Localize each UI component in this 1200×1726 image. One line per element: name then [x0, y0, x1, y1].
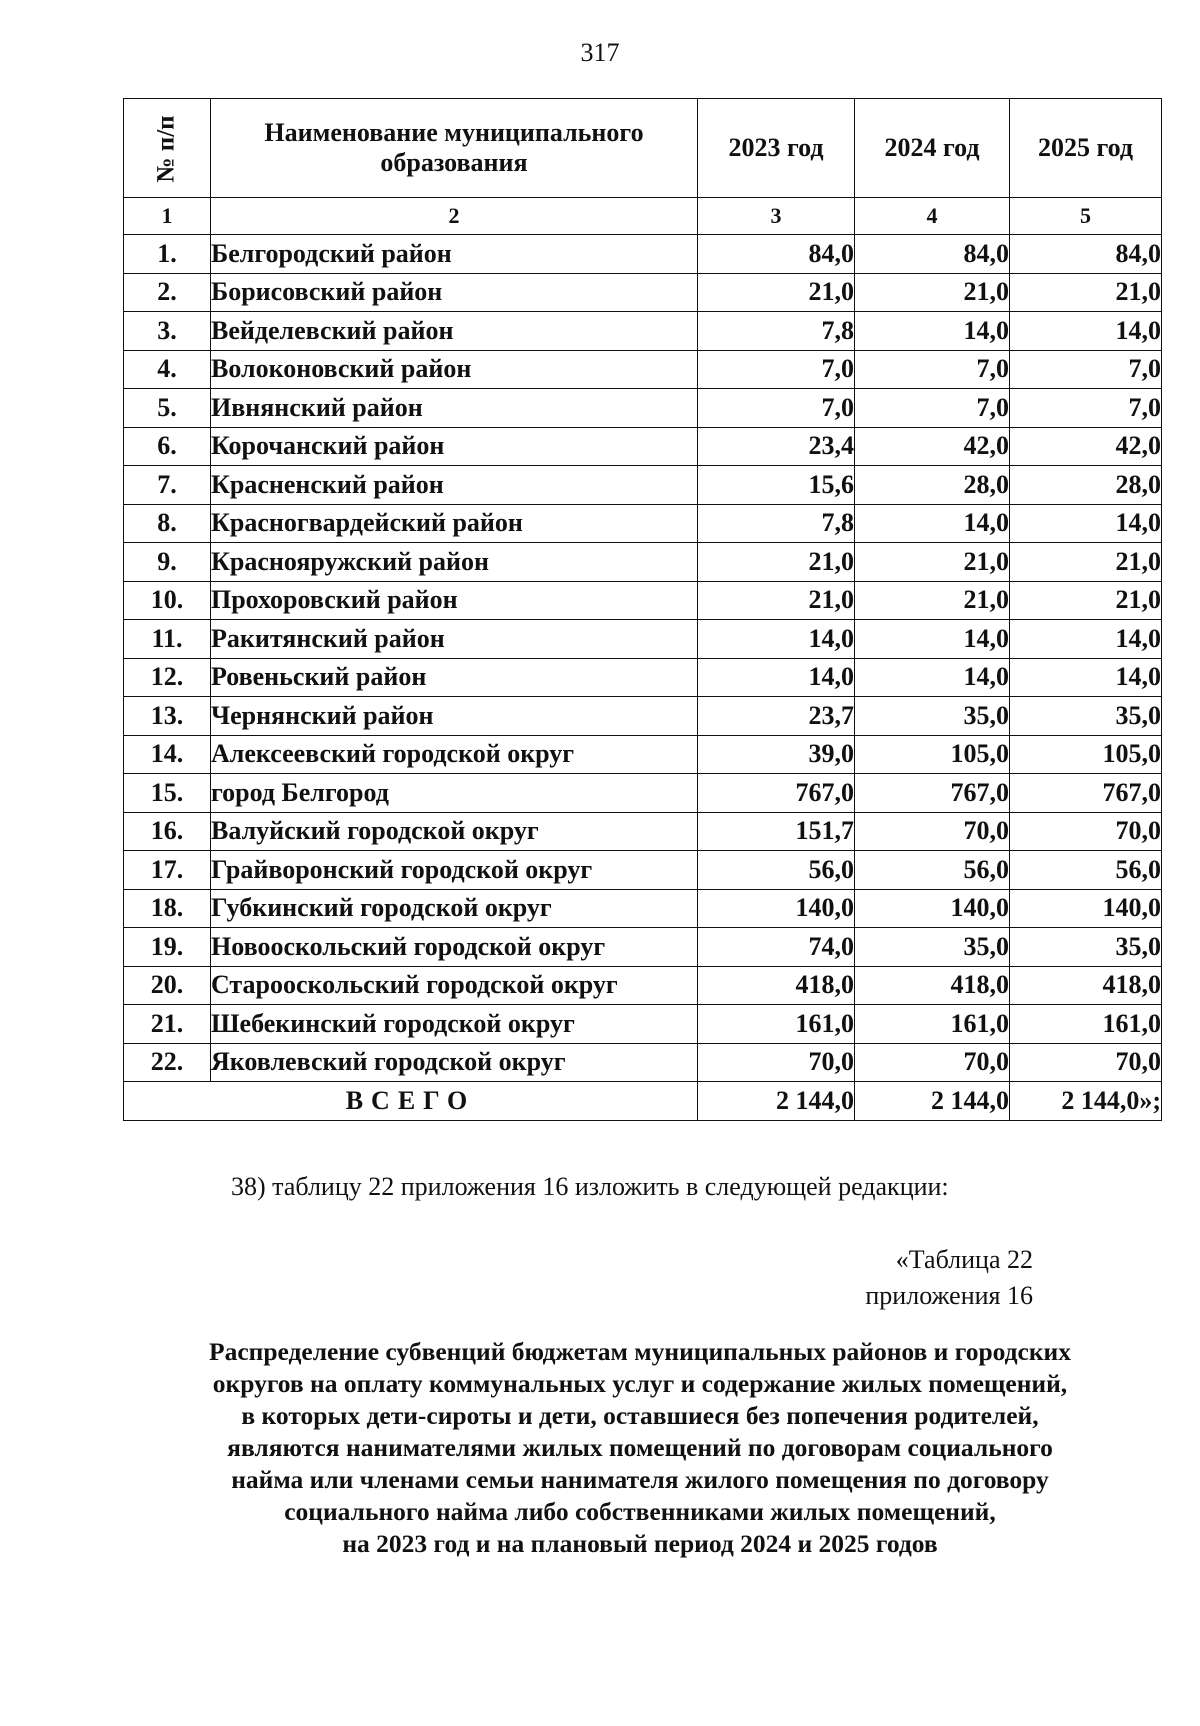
row-number: 22.: [124, 1043, 211, 1082]
row-value-2024: 84,0: [855, 235, 1010, 274]
heading-line: в которых дети-сироты и дети, оставшиеся без попечения родителей,: [241, 1401, 1039, 1430]
table-row: [124, 1043, 1162, 1082]
table-row: [124, 889, 1162, 928]
table-row: [124, 928, 1162, 967]
table-reference-line2: приложения 16: [865, 1281, 1033, 1310]
row-value-2024: 14,0: [855, 312, 1010, 351]
row-value-2023: 418,0: [698, 966, 855, 1005]
row-name: Губкинский городской округ: [211, 889, 698, 928]
row-name: Вейделевский район: [211, 312, 698, 351]
total-2025: 2 144,0»;: [1010, 1082, 1162, 1121]
row-value-2024: 105,0: [855, 735, 1010, 774]
row-number: 5.: [124, 389, 211, 428]
total-2024: 2 144,0: [855, 1082, 1010, 1121]
table-heading: [140, 1336, 1140, 1560]
row-value-2023: 23,7: [698, 697, 855, 736]
row-value-2025: 70,0: [1010, 812, 1162, 851]
row-value-2024: 56,0: [855, 851, 1010, 890]
row-value-2025: 14,0: [1010, 620, 1162, 659]
row-value-2023: 140,0: [698, 889, 855, 928]
row-value-2023: 7,8: [698, 504, 855, 543]
total-2023: 2 144,0: [698, 1082, 855, 1121]
header-name: Наименование муниципального образования: [211, 99, 698, 198]
table-reference: [840, 1242, 1033, 1314]
heading-line: округов на оплату коммунальных услуг и содержание жилых помещений,: [212, 1369, 1068, 1398]
column-number: 4: [855, 198, 1010, 235]
row-number: 2.: [124, 273, 211, 312]
row-value-2024: 14,0: [855, 658, 1010, 697]
row-number: 7.: [124, 466, 211, 505]
subsidy-table: [123, 98, 1162, 1121]
row-value-2023: 7,0: [698, 350, 855, 389]
table-row: [124, 735, 1162, 774]
row-number: 6.: [124, 427, 211, 466]
table-row: [124, 620, 1162, 659]
row-name: Грайворонский городской округ: [211, 851, 698, 890]
row-value-2024: 140,0: [855, 889, 1010, 928]
row-value-2024: 35,0: [855, 697, 1010, 736]
row-value-2023: 21,0: [698, 581, 855, 620]
row-value-2023: 15,6: [698, 466, 855, 505]
row-value-2025: 70,0: [1010, 1043, 1162, 1082]
row-name: Ивнянский район: [211, 389, 698, 428]
row-value-2023: 39,0: [698, 735, 855, 774]
row-name: Новооскольский городской округ: [211, 928, 698, 967]
row-number: 14.: [124, 735, 211, 774]
row-value-2024: 42,0: [855, 427, 1010, 466]
table-row: [124, 543, 1162, 582]
row-number: 21.: [124, 1005, 211, 1044]
header-num: [124, 99, 211, 198]
table-row: [124, 504, 1162, 543]
row-value-2024: 161,0: [855, 1005, 1010, 1044]
table-row: [124, 427, 1162, 466]
table-row: [124, 658, 1162, 697]
row-value-2024: 21,0: [855, 543, 1010, 582]
row-value-2025: 161,0: [1010, 1005, 1162, 1044]
row-name: Валуйский городской округ: [211, 812, 698, 851]
column-number-row: [124, 198, 1162, 235]
row-name: Красненский район: [211, 466, 698, 505]
table-row: [124, 273, 1162, 312]
row-number: 12.: [124, 658, 211, 697]
row-value-2023: 56,0: [698, 851, 855, 890]
row-number: 13.: [124, 697, 211, 736]
row-value-2025: 42,0: [1010, 427, 1162, 466]
table-row: [124, 389, 1162, 428]
table-reference-line1: «Таблица 22: [895, 1245, 1033, 1274]
row-value-2024: 21,0: [855, 581, 1010, 620]
row-value-2023: 151,7: [698, 812, 855, 851]
row-value-2025: 56,0: [1010, 851, 1162, 890]
heading-line: социального найма либо собственниками жилых помещений,: [284, 1497, 996, 1526]
row-name: Красногвардейский район: [211, 504, 698, 543]
instruction-text: 38) таблицу 22 приложения 16 изложить в следующей редакции:: [231, 1172, 949, 1201]
heading-line: на 2023 год и на плановый период 2024 и 2025 годов: [342, 1529, 938, 1558]
row-value-2023: 14,0: [698, 620, 855, 659]
table-row: [124, 581, 1162, 620]
table-body: [124, 235, 1162, 1082]
row-value-2025: 21,0: [1010, 273, 1162, 312]
row-value-2023: 767,0: [698, 774, 855, 813]
row-number: 9.: [124, 543, 211, 582]
column-number: 1: [124, 198, 211, 235]
row-name: Борисовский район: [211, 273, 698, 312]
row-value-2025: 767,0: [1010, 774, 1162, 813]
row-value-2024: 7,0: [855, 389, 1010, 428]
row-value-2025: 7,0: [1010, 350, 1162, 389]
heading-line: найма или членами семьи нанимателя жилого помещения по договору: [231, 1465, 1049, 1494]
table-row: [124, 1005, 1162, 1044]
row-name: Чернянский район: [211, 697, 698, 736]
row-number: 18.: [124, 889, 211, 928]
row-value-2023: 161,0: [698, 1005, 855, 1044]
row-number: 15.: [124, 774, 211, 813]
row-number: 8.: [124, 504, 211, 543]
row-value-2025: 21,0: [1010, 581, 1162, 620]
table-row: [124, 851, 1162, 890]
row-value-2023: 23,4: [698, 427, 855, 466]
header-2024: 2024 год: [855, 99, 1010, 198]
row-value-2025: 21,0: [1010, 543, 1162, 582]
row-value-2025: 140,0: [1010, 889, 1162, 928]
row-value-2025: 35,0: [1010, 697, 1162, 736]
row-value-2023: 74,0: [698, 928, 855, 967]
row-value-2024: 70,0: [855, 1043, 1010, 1082]
row-number: 20.: [124, 966, 211, 1005]
row-value-2025: 7,0: [1010, 389, 1162, 428]
row-value-2025: 35,0: [1010, 928, 1162, 967]
column-number: 5: [1010, 198, 1162, 235]
row-value-2023: 84,0: [698, 235, 855, 274]
row-value-2025: 14,0: [1010, 658, 1162, 697]
page-number: 317: [580, 38, 620, 67]
row-value-2023: 21,0: [698, 273, 855, 312]
row-value-2024: 35,0: [855, 928, 1010, 967]
row-name: Краснояружский район: [211, 543, 698, 582]
row-name: Прохоровский район: [211, 581, 698, 620]
table-row: [124, 350, 1162, 389]
row-value-2025: 28,0: [1010, 466, 1162, 505]
row-value-2025: 105,0: [1010, 735, 1162, 774]
table-row: [124, 235, 1162, 274]
row-value-2024: 767,0: [855, 774, 1010, 813]
row-number: 11.: [124, 620, 211, 659]
table-header-row: [124, 99, 1162, 198]
row-value-2024: 7,0: [855, 350, 1010, 389]
row-value-2025: 418,0: [1010, 966, 1162, 1005]
header-num-label: № п/п: [152, 114, 180, 183]
row-number: 4.: [124, 350, 211, 389]
table-row: [124, 812, 1162, 851]
row-number: 17.: [124, 851, 211, 890]
row-name: Алексеевский городской округ: [211, 735, 698, 774]
row-value-2025: 14,0: [1010, 312, 1162, 351]
table-row: [124, 312, 1162, 351]
row-value-2023: 70,0: [698, 1043, 855, 1082]
total-label: ВСЕГО: [124, 1082, 698, 1121]
row-value-2024: 70,0: [855, 812, 1010, 851]
table-row: [124, 466, 1162, 505]
row-value-2024: 418,0: [855, 966, 1010, 1005]
column-number: 3: [698, 198, 855, 235]
row-name: Белгородский район: [211, 235, 698, 274]
row-name: Старооскольский городской округ: [211, 966, 698, 1005]
row-number: 1.: [124, 235, 211, 274]
header-2023: 2023 год: [698, 99, 855, 198]
row-name: Корочанский район: [211, 427, 698, 466]
row-number: 16.: [124, 812, 211, 851]
row-name: город Белгород: [211, 774, 698, 813]
row-name: Ровеньский район: [211, 658, 698, 697]
row-value-2024: 14,0: [855, 504, 1010, 543]
row-name: Шебекинский городской округ: [211, 1005, 698, 1044]
heading-line: Распределение субвенций бюджетам муниципальных районов и городских: [209, 1337, 1071, 1366]
row-value-2023: 7,8: [698, 312, 855, 351]
row-value-2023: 7,0: [698, 389, 855, 428]
row-value-2025: 84,0: [1010, 235, 1162, 274]
heading-line: являются нанимателями жилых помещений по договорам социального: [227, 1433, 1053, 1462]
table-row: [124, 774, 1162, 813]
row-name: Яковлевский городской округ: [211, 1043, 698, 1082]
total-row: [124, 1082, 1162, 1121]
row-value-2023: 21,0: [698, 543, 855, 582]
row-number: 3.: [124, 312, 211, 351]
row-name: Ракитянский район: [211, 620, 698, 659]
row-value-2024: 28,0: [855, 466, 1010, 505]
row-value-2025: 14,0: [1010, 504, 1162, 543]
row-name: Волоконовский район: [211, 350, 698, 389]
column-number: 2: [211, 198, 698, 235]
table-row: [124, 966, 1162, 1005]
row-value-2024: 14,0: [855, 620, 1010, 659]
row-number: 10.: [124, 581, 211, 620]
header-2025: 2025 год: [1010, 99, 1162, 198]
row-number: 19.: [124, 928, 211, 967]
row-value-2024: 21,0: [855, 273, 1010, 312]
row-value-2023: 14,0: [698, 658, 855, 697]
table-row: [124, 697, 1162, 736]
